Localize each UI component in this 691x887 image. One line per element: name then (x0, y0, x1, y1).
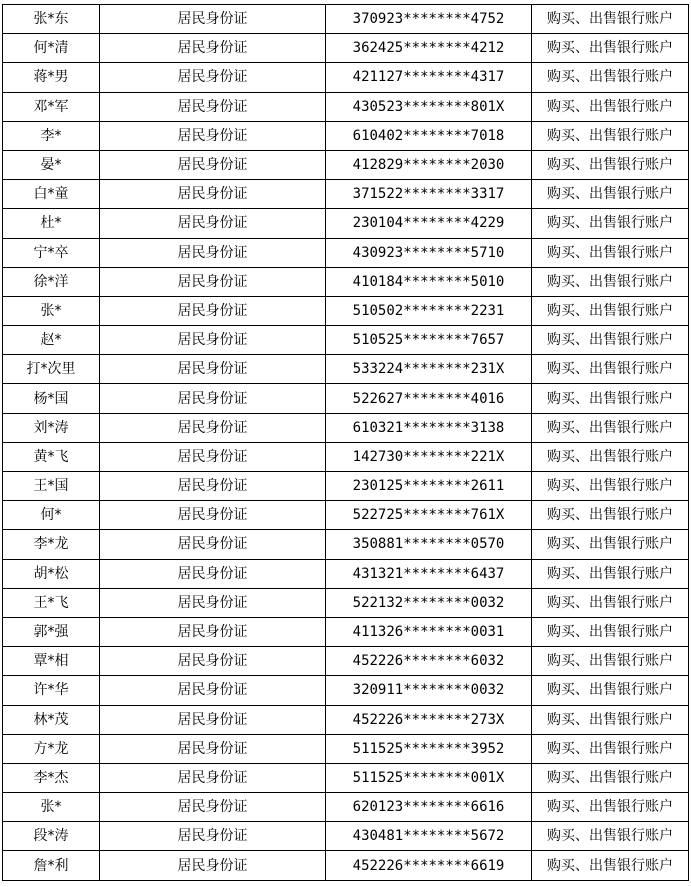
name-cell: 詹*利 (3, 851, 100, 880)
id-number-cell: 510525********7657 (326, 326, 532, 355)
name-cell: 林*茂 (3, 705, 100, 734)
roster-sheet (2, 4, 688, 881)
id-type-cell: 居民身份证 (100, 34, 326, 63)
name-cell: 王*飞 (3, 588, 100, 617)
roster-body (3, 5, 689, 881)
id-number-cell: 412829********2030 (326, 150, 532, 179)
table-row (3, 180, 689, 209)
action-cell: 购买、出售银行账户 (532, 442, 689, 471)
name-cell: 何*清 (3, 34, 100, 63)
id-number-cell: 142730********221X (326, 442, 532, 471)
id-number-cell: 522627********4016 (326, 384, 532, 413)
action-cell: 购买、出售银行账户 (532, 150, 689, 179)
name-cell: 赵* (3, 326, 100, 355)
id-type-cell: 居民身份证 (100, 413, 326, 442)
action-cell: 购买、出售银行账户 (532, 121, 689, 150)
table-row (3, 150, 689, 179)
table-row (3, 442, 689, 471)
action-cell: 购买、出售银行账户 (532, 617, 689, 646)
id-type-cell: 居民身份证 (100, 705, 326, 734)
table-row (3, 5, 689, 34)
table-row (3, 413, 689, 442)
table-row (3, 851, 689, 880)
table-row (3, 296, 689, 325)
table-row (3, 822, 689, 851)
id-number-cell: 230125********2611 (326, 472, 532, 501)
action-cell: 购买、出售银行账户 (532, 851, 689, 880)
table-row (3, 472, 689, 501)
id-number-cell: 510502********2231 (326, 296, 532, 325)
id-number-cell: 511525********001X (326, 763, 532, 792)
action-cell: 购买、出售银行账户 (532, 647, 689, 676)
action-cell: 购买、出售银行账户 (532, 763, 689, 792)
action-cell: 购买、出售银行账户 (532, 34, 689, 63)
action-cell: 购买、出售银行账户 (532, 384, 689, 413)
table-row (3, 617, 689, 646)
id-type-cell: 居民身份证 (100, 501, 326, 530)
id-number-cell: 610402********7018 (326, 121, 532, 150)
table-row (3, 793, 689, 822)
id-type-cell: 居民身份证 (100, 442, 326, 471)
id-number-cell: 370923********4752 (326, 5, 532, 34)
id-type-cell: 居民身份证 (100, 676, 326, 705)
name-cell: 张* (3, 793, 100, 822)
id-number-cell: 430523********801X (326, 92, 532, 121)
action-cell: 购买、出售银行账户 (532, 705, 689, 734)
action-cell: 购买、出售银行账户 (532, 734, 689, 763)
name-cell: 刘*涛 (3, 413, 100, 442)
action-cell: 购买、出售银行账户 (532, 530, 689, 559)
table-row (3, 705, 689, 734)
name-cell: 李*龙 (3, 530, 100, 559)
name-cell: 宁*卒 (3, 238, 100, 267)
id-number-cell: 522725********761X (326, 501, 532, 530)
action-cell: 购买、出售银行账户 (532, 793, 689, 822)
table-row (3, 763, 689, 792)
name-cell: 黄*飞 (3, 442, 100, 471)
id-type-cell: 居民身份证 (100, 92, 326, 121)
table-row (3, 63, 689, 92)
id-type-cell: 居民身份证 (100, 296, 326, 325)
name-cell: 李* (3, 121, 100, 150)
action-cell: 购买、出售银行账户 (532, 472, 689, 501)
id-type-cell: 居民身份证 (100, 763, 326, 792)
id-number-cell: 431321********6437 (326, 559, 532, 588)
name-cell: 郭*强 (3, 617, 100, 646)
name-cell: 白*童 (3, 180, 100, 209)
id-type-cell: 居民身份证 (100, 355, 326, 384)
id-number-cell: 452226********6032 (326, 647, 532, 676)
id-number-cell: 452226********6619 (326, 851, 532, 880)
id-number-cell: 452226********273X (326, 705, 532, 734)
id-type-cell: 居民身份证 (100, 793, 326, 822)
name-cell: 杜* (3, 209, 100, 238)
id-number-cell: 230104********4229 (326, 209, 532, 238)
id-number-cell: 430923********5710 (326, 238, 532, 267)
table-row (3, 34, 689, 63)
table-row (3, 326, 689, 355)
name-cell: 段*涛 (3, 822, 100, 851)
action-cell: 购买、出售银行账户 (532, 92, 689, 121)
action-cell: 购买、出售银行账户 (532, 267, 689, 296)
id-number-cell: 320911********0032 (326, 676, 532, 705)
id-type-cell: 居民身份证 (100, 647, 326, 676)
name-cell: 张* (3, 296, 100, 325)
id-type-cell: 居民身份证 (100, 617, 326, 646)
id-number-cell: 430481********5672 (326, 822, 532, 851)
action-cell: 购买、出售银行账户 (532, 822, 689, 851)
id-type-cell: 居民身份证 (100, 588, 326, 617)
id-number-cell: 421127********4317 (326, 63, 532, 92)
action-cell: 购买、出售银行账户 (532, 180, 689, 209)
table-row (3, 238, 689, 267)
id-type-cell: 居民身份证 (100, 530, 326, 559)
name-cell: 何* (3, 501, 100, 530)
name-cell: 蒋*男 (3, 63, 100, 92)
id-type-cell: 居民身份证 (100, 121, 326, 150)
id-type-cell: 居民身份证 (100, 63, 326, 92)
id-number-cell: 511525********3952 (326, 734, 532, 763)
action-cell: 购买、出售银行账户 (532, 5, 689, 34)
id-type-cell: 居民身份证 (100, 326, 326, 355)
name-cell: 打*次里 (3, 355, 100, 384)
table-row (3, 384, 689, 413)
name-cell: 徐*洋 (3, 267, 100, 296)
action-cell: 购买、出售银行账户 (532, 559, 689, 588)
id-type-cell: 居民身份证 (100, 5, 326, 34)
name-cell: 许*华 (3, 676, 100, 705)
id-type-cell: 居民身份证 (100, 472, 326, 501)
id-type-cell: 居民身份证 (100, 851, 326, 880)
id-type-cell: 居民身份证 (100, 150, 326, 179)
action-cell: 购买、出售银行账户 (532, 296, 689, 325)
table-row (3, 530, 689, 559)
table-row (3, 588, 689, 617)
name-cell: 王*国 (3, 472, 100, 501)
name-cell: 张*东 (3, 5, 100, 34)
action-cell: 购买、出售银行账户 (532, 588, 689, 617)
action-cell: 购买、出售银行账户 (532, 209, 689, 238)
id-type-cell: 居民身份证 (100, 209, 326, 238)
id-number-cell: 350881********0570 (326, 530, 532, 559)
id-number-cell: 522132********0032 (326, 588, 532, 617)
action-cell: 购买、出售银行账户 (532, 676, 689, 705)
id-number-cell: 533224********231X (326, 355, 532, 384)
id-type-cell: 居民身份证 (100, 238, 326, 267)
id-number-cell: 620123********6616 (326, 793, 532, 822)
table-row (3, 676, 689, 705)
id-type-cell: 居民身份证 (100, 384, 326, 413)
id-type-cell: 居民身份证 (100, 267, 326, 296)
action-cell: 购买、出售银行账户 (532, 326, 689, 355)
id-number-cell: 362425********4212 (326, 34, 532, 63)
roster-table (2, 4, 689, 881)
id-number-cell: 411326********0031 (326, 617, 532, 646)
name-cell: 李*杰 (3, 763, 100, 792)
id-number-cell: 610321********3138 (326, 413, 532, 442)
id-type-cell: 居民身份证 (100, 559, 326, 588)
action-cell: 购买、出售银行账户 (532, 501, 689, 530)
id-number-cell: 371522********3317 (326, 180, 532, 209)
id-type-cell: 居民身份证 (100, 180, 326, 209)
name-cell: 晏* (3, 150, 100, 179)
name-cell: 覃*相 (3, 647, 100, 676)
table-row (3, 355, 689, 384)
name-cell: 方*龙 (3, 734, 100, 763)
table-row (3, 92, 689, 121)
id-number-cell: 410184********5010 (326, 267, 532, 296)
action-cell: 购买、出售银行账户 (532, 355, 689, 384)
table-row (3, 501, 689, 530)
id-type-cell: 居民身份证 (100, 734, 326, 763)
action-cell: 购买、出售银行账户 (532, 63, 689, 92)
action-cell: 购买、出售银行账户 (532, 413, 689, 442)
table-row (3, 267, 689, 296)
table-row (3, 209, 689, 238)
table-row (3, 647, 689, 676)
name-cell: 邓*军 (3, 92, 100, 121)
action-cell: 购买、出售银行账户 (532, 238, 689, 267)
name-cell: 胡*松 (3, 559, 100, 588)
id-type-cell: 居民身份证 (100, 822, 326, 851)
name-cell: 杨*国 (3, 384, 100, 413)
table-row (3, 734, 689, 763)
table-row (3, 121, 689, 150)
table-row (3, 559, 689, 588)
